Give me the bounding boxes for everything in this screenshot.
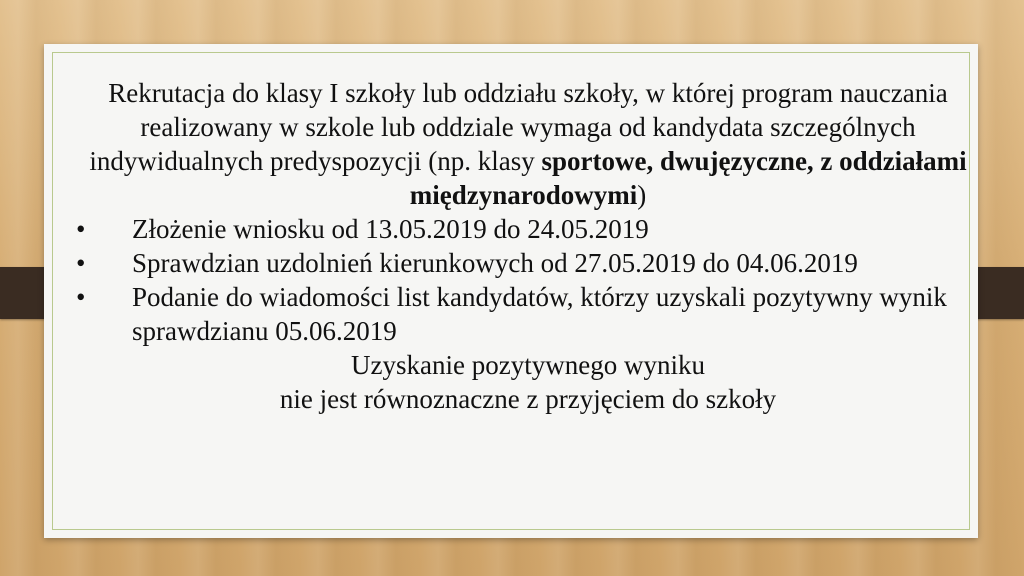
list-item bbox=[56, 212, 1000, 246]
intro-text: Rekrutacja do klasy I szkoły lub oddziału szkoły, w której program nauczania realizowany w szkole lub oddziale wymaga od kandydata szczególnych indywidualnych predyspozycji (np. klasy bbox=[89, 78, 948, 176]
bullet-icon: • bbox=[76, 282, 86, 312]
intro-paragraph bbox=[56, 76, 1000, 212]
note-paragraph bbox=[56, 348, 1000, 416]
intro-closing: ) bbox=[637, 180, 647, 210]
list-item bbox=[56, 280, 1000, 348]
slide-content bbox=[56, 76, 1000, 416]
bullet-list bbox=[56, 212, 1000, 348]
list-item bbox=[56, 246, 1000, 280]
list-item-text: Podanie do wiadomości list kandydatów, którzy uzyskali pozytywny wynik sprawdzianu 05.06.2019 bbox=[132, 282, 947, 346]
list-item-text: Sprawdzian uzdolnień kierunkowych od 27.05.2019 do 04.06.2019 bbox=[132, 248, 858, 278]
list-item-text: Złożenie wniosku od 13.05.2019 do 24.05.2019 bbox=[132, 214, 649, 244]
intro-bold-text: sportowe, dwujęzyczne, z oddziałami międzynarodowymi bbox=[409, 146, 967, 210]
note-line-2: nie jest równoznaczne z przyjęciem do szkoły bbox=[279, 384, 777, 414]
note-line-1: Uzyskanie pozytywnego wyniku bbox=[351, 350, 705, 380]
bullet-icon: • bbox=[76, 214, 86, 244]
bullet-icon: • bbox=[76, 248, 86, 278]
